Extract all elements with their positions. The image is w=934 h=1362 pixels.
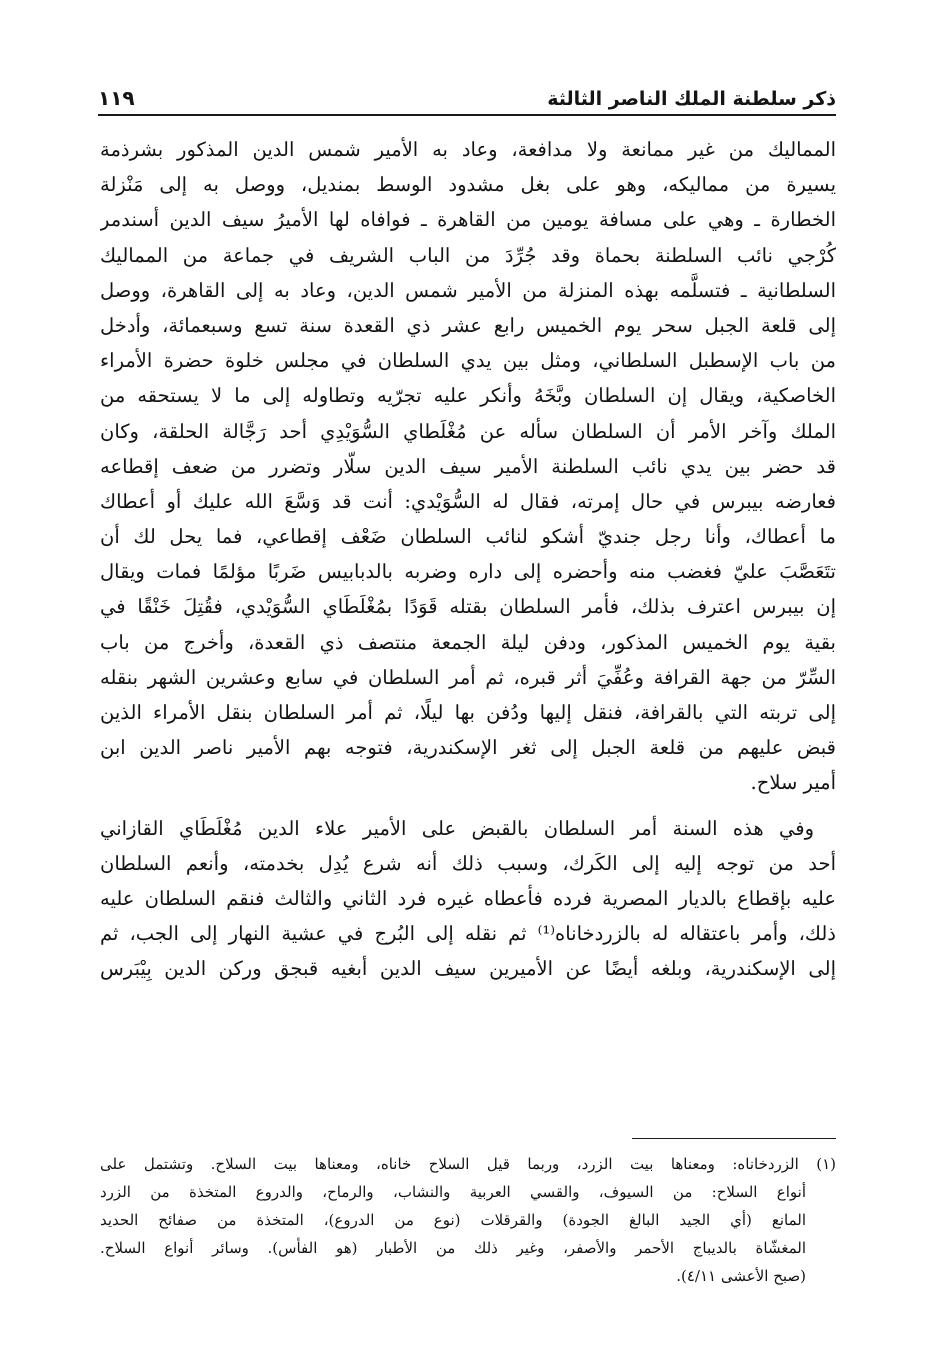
footnote-line: (صبح الأعشى ٤/١١). bbox=[676, 1267, 806, 1285]
text-line: ما أعطاك، وأنا رجل جنديّ أشكو لنائب السلطان ضَعْف إقطاعي، فما يحل لك أن bbox=[100, 525, 836, 549]
text-line: السلطانية ـ فتسلَّمه بهذه المنزلة من الأمير شمس الدين، وعاد به إلى القاهرة، ووصل bbox=[100, 278, 836, 302]
text-line: ذلك، وأمر باعتقاله له بالزردخاناه⁽¹⁾ ثم نقله إلى البُرج في عشية النهار إلى الجب، ثم bbox=[100, 922, 836, 946]
text-line: أمير سلاح. bbox=[750, 771, 836, 795]
footnote-line: أنواع السلاح: من السيوف، والقسي العربية والنشاب، والرماح، والدروع المتخذة من الزرد bbox=[100, 1183, 806, 1201]
text-line: الخاصكية، ويقال إن السلطان وبَّخَهُ وأنكر عليه تجرّيه وتطاوله إلى ما لا يستحقه من bbox=[100, 384, 836, 408]
footnote-separator bbox=[632, 1138, 836, 1139]
text-line: وفي هذه السنة أمر السلطان بالقبض على الأمير علاء الدين مُغْلَطَاي القازاني bbox=[100, 816, 814, 840]
text-line: قد حضر بين يدي نائب السلطنة الأمير سيف الدين سلّار وتضرر من ضعف إقطاعه bbox=[100, 454, 836, 478]
paragraph-spacer bbox=[100, 801, 836, 811]
footnotes bbox=[100, 1150, 836, 1290]
text-line: إن بيبرس اعترف بذلك، فأمر السلطان بقتله قَوَدًا بمُغْلَطَاي السُّوَيْدي، فقُتِلَ خَنْقًا في bbox=[100, 595, 836, 619]
text-line: قبض عليهم من قلعة الجبل إلى ثغر الإسكندرية، فتوجه بهم الأمير ناصر الدين ابن bbox=[100, 736, 836, 760]
footnote-line: (١) الزردخاناه: ومعناها بيت الزرد، وربما قيل السلاح خاناه، ومعناها بيت السلاح. وتشتمل على bbox=[100, 1155, 836, 1173]
text-line: أحد من توجه إليه إلى الكَرك، وسبب ذلك أنه شرع يُدِل بخدمته، وأنعم السلطان bbox=[100, 851, 836, 875]
running-title: ذكر سلطنة الملك الناصر الثالثة bbox=[547, 88, 836, 110]
page-header bbox=[98, 78, 836, 116]
main-text bbox=[100, 132, 836, 987]
text-line: تتَعَصَّبَ عليّ فغضب منه وأحضره إلى داره وضربه بالدبابيس ضَربًا مؤلمًا فمات ويقال bbox=[100, 560, 836, 584]
text-line: من باب الإسطبل السلطاني، ومثل بين يدي السلطان في مجلس خلوة حضرة الأمراء bbox=[100, 349, 836, 373]
text-line: إلى تربته التي بالقرافة، فنقل إليها ودُفن بها ليلًا، ثم أمر السلطان بنقل الأمراء الذين bbox=[100, 701, 836, 724]
text-line: كُرْجي نائب السلطنة بحماة وقد جُرِّدَ من الباب الشريف في جماعة من المماليك bbox=[100, 243, 836, 267]
text-line: عليه بإقطاع بالديار المصرية فرده فأعطاه غيره فرد الثاني والثالث فنقم السلطان عليه bbox=[100, 886, 836, 910]
text-line: الخطارة ـ وهي على مسافة يومين من القاهرة ـ فوافاه لها الأميرُ سيف الدين أسندمر bbox=[100, 208, 836, 232]
page-number: ١١٩ bbox=[98, 86, 135, 110]
text-line: المماليك من غير ممانعة ولا مدافعة، وعاد به الأمير شمس الدين المذكور بشرذمة bbox=[100, 138, 836, 161]
footnote-line: المغشّاة بالديباج الأحمر والأصفر، وغير ذلك من الأطبار (هو الفأس). وسائر أنواع السلاح. bbox=[100, 1239, 806, 1257]
text-line: فعارضه بيبرس في حال إمرته، فقال له السُّوَيْدي: أنت قد وَسَّعَ الله عليك أو أعطاك bbox=[100, 489, 836, 513]
footnote-line: المانع (أي الجيد البالغ الجودة) والقرقلات (نوع من الدروع)، المتخذة من صفائح الحديد bbox=[100, 1211, 806, 1229]
text-line: السِّرّ من جهة القرافة وعُفِّيَ أثر قبره، ثم أمر السلطان في سابع وعشرين الشهر بنقله bbox=[100, 665, 836, 689]
paragraph-2 bbox=[100, 811, 836, 987]
paragraph-1 bbox=[100, 132, 836, 801]
text-line: إلى قلعة الجبل سحر يوم الخميس رابع عشر ذي القعدة سنة تسع وسبعمائة، وأدخل bbox=[100, 313, 836, 337]
text-line: بقية يوم الخميس المذكور، ودفن ليلة الجمعة منتصف ذي القعدة، وأخرج من باب bbox=[100, 630, 836, 654]
text-line: الملك وآخر الأمر أن السلطان سأله عن مُغْلَطاي السُّوَيْدِي أحد رَجَّالة الحلقة، وكان bbox=[100, 419, 836, 443]
text-line: إلى الإسكندرية، وبلغه أيضًا عن الأميرين سيف الدين أبغيه قبجق وركن الدين بِيْبَرس bbox=[100, 957, 836, 981]
text-line: يسيرة من مماليكه، وهو على بغل مشدود الوسط بمنديل، ووصل به إلى مَنْزلة bbox=[100, 173, 836, 197]
